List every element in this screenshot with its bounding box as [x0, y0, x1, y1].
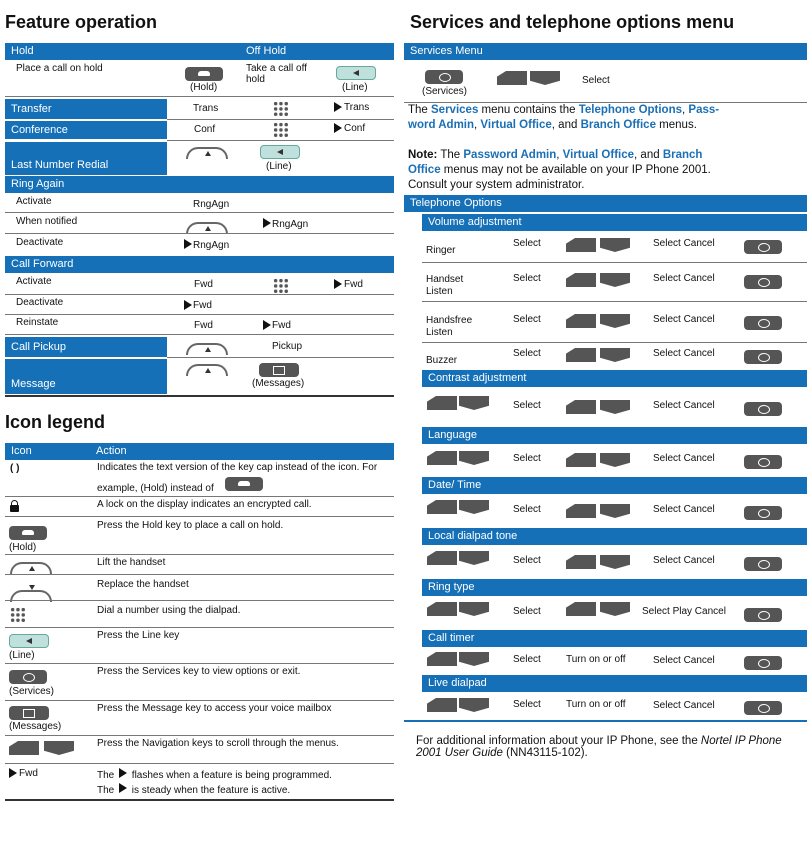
select-text: Select: [513, 453, 541, 464]
branch-office-link[interactable]: Branch Office: [580, 119, 656, 131]
nav-right-key-icon: [459, 396, 489, 410]
nav-right-key-icon: [459, 602, 489, 616]
legend-row2: A lock on the display indicates an encrypted call.: [97, 499, 312, 510]
buzzer-text: Buzzer: [426, 355, 458, 366]
legend-row1-line2: example, (Hold) instead of: [97, 483, 214, 494]
messages-label: (Messages): [9, 721, 62, 732]
icon-legend-title: Icon legend: [5, 412, 106, 432]
services-menu-bar: Services Menu: [404, 43, 807, 60]
nav-right-key-icon: [600, 400, 630, 414]
rngagn-flag-text: RngAgn: [272, 219, 309, 230]
handsfree-line2: Listen: [426, 327, 453, 338]
nav-left-key-icon: [497, 71, 527, 85]
services-key-icon: [744, 350, 782, 364]
feature-operation-title: Feature operation: [5, 12, 158, 32]
action-col-header: Action: [96, 445, 127, 457]
r11b-post: is steady when the feature is active.: [131, 785, 291, 796]
handset-listen-line2: Listen: [426, 286, 453, 297]
p-text: For additional information about your IP Phone, see the: [416, 735, 701, 747]
dialpad-icon: [273, 278, 289, 294]
trans-flag-text: Trans: [344, 102, 370, 113]
password-admin-link[interactable]: word Admin: [408, 119, 475, 131]
divider: [5, 233, 394, 234]
conf-text: Conf: [194, 124, 216, 135]
nav-right-key-icon: [600, 555, 630, 569]
p-text: , and: [551, 119, 581, 131]
select-cancel-text: Select Cancel: [653, 314, 715, 325]
when-notified-text: When notified: [16, 216, 78, 227]
note-paragraph: [408, 148, 748, 193]
divider: [5, 627, 394, 628]
nav-left-key-icon: [566, 555, 596, 569]
fwd-flag-text: Fwd: [272, 320, 291, 331]
divider: [5, 554, 394, 555]
services-key-icon: [744, 608, 782, 622]
flag-icon: [263, 320, 271, 330]
live-dialpad-bar: Live dialpad: [422, 675, 807, 692]
select-cancel-text: Select Cancel: [653, 238, 715, 249]
telephone-options-bar: Telephone Options: [404, 195, 807, 212]
services-key-icon: [744, 506, 782, 520]
nav-left-key-icon: [427, 602, 457, 616]
handset-lift-icon: [186, 364, 228, 376]
divider: [5, 212, 394, 213]
volume-adjustment-bar: Volume adjustment: [422, 214, 807, 231]
nav-right-key-icon: [459, 698, 489, 712]
services-label: (Services): [422, 86, 468, 97]
hold-label: (Hold): [190, 82, 218, 93]
divider: [5, 600, 394, 601]
nav-left-key-icon: [427, 652, 457, 666]
turn-on-off-text: Turn on or off: [566, 699, 626, 710]
message-key-icon: [259, 363, 299, 377]
last-number-redial-bar: Last Number Redial: [5, 142, 167, 175]
select-cancel-text: Select Cancel: [653, 700, 715, 711]
hold-header-bar: [5, 43, 394, 60]
select-cancel-text: Select Cancel: [653, 555, 715, 566]
divider: [5, 496, 394, 497]
handset-lift-icon: [186, 147, 228, 159]
select-text: Select: [513, 699, 541, 710]
nav-left-key-icon: [427, 500, 457, 514]
flag-icon: [263, 218, 271, 228]
nav-right-key-icon: [600, 273, 630, 287]
message-bar: Message: [5, 359, 167, 394]
select-text: Select: [513, 606, 541, 617]
services-title: Services and telephone options menu: [410, 12, 735, 32]
handset-lift-icon: [186, 343, 228, 355]
activate-text: Activate: [16, 196, 52, 207]
nav-right-key-icon: [459, 652, 489, 666]
select-text: Select: [513, 238, 541, 249]
divider: [5, 334, 394, 335]
p-text: The: [437, 149, 464, 161]
line-label: (Line): [9, 650, 35, 661]
contrast-adjustment-bar: Contrast adjustment: [422, 370, 807, 387]
services-label: (Services): [9, 686, 55, 697]
nav-left-key-icon: [566, 453, 596, 467]
call-pickup-bar: Call Pickup: [5, 337, 167, 357]
legend-row4: Lift the handset: [97, 557, 166, 568]
services-key-icon: [425, 70, 463, 84]
p-text: ,: [682, 104, 689, 116]
deactivate-text: Deactivate: [16, 297, 64, 308]
hold-label: (Hold): [9, 542, 37, 553]
user-guide-title: Nortel IP Phone: [700, 735, 782, 747]
handset-listen-line1: Handset: [426, 274, 464, 285]
services-paragraph: [408, 103, 748, 133]
services-key-icon: [744, 240, 782, 254]
nav-left-key-icon: [427, 698, 457, 712]
divider: [5, 294, 394, 295]
divider: [404, 720, 807, 722]
p-text: menus.: [655, 119, 697, 131]
ringer-text: Ringer: [426, 245, 456, 256]
nav-right-key-icon: [530, 71, 560, 85]
line-label: (Line): [342, 82, 368, 93]
nav-left-key-icon: [566, 314, 596, 328]
virtual-office-link[interactable]: Virtual Office: [480, 119, 552, 131]
nav-left-key-icon: [427, 451, 457, 465]
select-cancel-text: Select Cancel: [653, 655, 715, 666]
divider: [422, 301, 807, 302]
select-text: Select: [513, 314, 541, 325]
line-key-icon: [336, 66, 376, 80]
services-key-icon: [744, 316, 782, 330]
nav-left-key-icon: [9, 741, 39, 755]
user-guide-title: 2001 User Guide: [416, 747, 503, 759]
divider: [167, 357, 394, 358]
p-text: Consult your system administrator.: [408, 179, 585, 191]
p-text: (NN43115-102).: [502, 747, 588, 759]
note-label: Note:: [408, 149, 438, 161]
footer-note: [416, 735, 806, 759]
divider: [5, 516, 394, 517]
flag-icon: [334, 102, 342, 112]
divider: [422, 342, 807, 343]
take-call-off-hold: Take a call off hold: [246, 63, 307, 85]
nav-left-key-icon: [427, 551, 457, 565]
legend-row7: Press the Line key: [97, 630, 180, 641]
nav-right-key-icon: [600, 314, 630, 328]
password-admin-link[interactable]: Pass-: [688, 104, 720, 116]
legend-row11-line1: [97, 768, 332, 781]
legend-row6: Dial a number using the dialpad.: [97, 605, 241, 616]
flag-icon: [119, 768, 127, 778]
reinstate-text: Reinstate: [16, 317, 59, 328]
rngagn-flag-text: RngAgn: [193, 240, 230, 251]
divider: [5, 735, 394, 736]
nav-right-key-icon: [459, 500, 489, 514]
divider: [5, 96, 394, 97]
select-text: Select: [582, 75, 610, 86]
services-key-icon: [9, 670, 47, 684]
conference-bar: Conference: [5, 121, 167, 139]
services-key-icon: [744, 455, 782, 469]
legend-row8: Press the Services key to view options or exit.: [97, 666, 301, 677]
divider: [167, 140, 394, 141]
transfer-bar: Transfer: [5, 99, 167, 119]
divider: [167, 119, 394, 120]
fwd-text: Fwd: [19, 768, 38, 779]
select-cancel-text: Select Cancel: [653, 400, 715, 411]
handsfree-line1: Handsfree: [426, 315, 473, 326]
services-key-icon: [744, 557, 782, 571]
turn-on-off-text: Turn on or off: [566, 654, 626, 665]
p-text: ,: [556, 149, 563, 161]
conf-flag-text: Conf: [344, 123, 366, 134]
legend-header-bar: [5, 443, 394, 460]
branch-office-link[interactable]: Office: [408, 164, 441, 176]
date-time-bar: Date/ Time: [422, 477, 807, 494]
select-text: Select: [513, 348, 541, 359]
fwd-text: Fwd: [194, 320, 213, 331]
nav-left-key-icon: [566, 602, 596, 616]
dialpad-icon: [273, 122, 289, 138]
select-text: Select: [513, 400, 541, 411]
nav-right-key-icon: [600, 602, 630, 616]
dialpad-icon: [10, 607, 26, 623]
line-key-icon: [9, 634, 49, 648]
line-label: (Line): [266, 161, 292, 172]
r11a-pre: The: [97, 770, 115, 781]
flag-icon: [9, 768, 17, 778]
services-key-icon: [744, 656, 782, 670]
off-hold-header: Off Hold: [246, 45, 287, 57]
select-text: Select: [513, 504, 541, 515]
select-cancel-text: Select Cancel: [653, 453, 715, 464]
dialpad-icon: [273, 101, 289, 117]
virtual-office-link[interactable]: Virtual Office: [562, 149, 635, 161]
divider: [5, 395, 394, 397]
r11b-pre: The: [97, 785, 115, 796]
place-call-on-hold: Place a call on hold: [16, 63, 103, 74]
services-key-icon: [744, 402, 782, 416]
branch-office-link[interactable]: Branch: [662, 149, 703, 161]
nav-right-key-icon: [600, 238, 630, 252]
flag-icon: [184, 239, 192, 249]
fwd-flag-text: Fwd: [344, 279, 363, 290]
flag-icon: [334, 123, 342, 133]
language-bar: Language: [422, 427, 807, 444]
nav-left-key-icon: [566, 348, 596, 362]
r11a-post: flashes when a feature is being programmed.: [131, 770, 332, 781]
trans-text: Trans: [193, 103, 219, 114]
hold-key-icon: [225, 477, 263, 491]
p-text: menus may not be available on your IP Phone 2001.: [440, 164, 711, 176]
nav-right-key-icon: [600, 504, 630, 518]
password-admin-link[interactable]: Password Admin: [463, 149, 557, 161]
select-play-cancel-text: Select Play Cancel: [642, 606, 726, 617]
flag-icon: [334, 279, 342, 289]
select-cancel-text: Select Cancel: [653, 273, 715, 284]
paren-text: ( ): [10, 463, 20, 474]
nav-left-key-icon: [566, 504, 596, 518]
p-text: menu contains the: [478, 104, 579, 116]
nav-right-key-icon: [600, 348, 630, 362]
message-key-icon: [9, 706, 49, 720]
select-cancel-text: Select Cancel: [653, 348, 715, 359]
ring-type-bar: Ring type: [422, 579, 807, 596]
deactivate-text: Deactivate: [16, 237, 64, 248]
divider: [5, 314, 394, 315]
telephone-options-link[interactable]: Telephone Options: [578, 104, 683, 116]
divider: [5, 763, 394, 764]
nav-left-key-icon: [566, 273, 596, 287]
select-text: Select: [513, 654, 541, 665]
messages-label: (Messages): [252, 378, 305, 389]
call-timer-bar: Call timer: [422, 630, 807, 647]
flag-icon: [119, 783, 127, 793]
legend-row3: Press the Hold key to place a call on hold.: [97, 520, 284, 531]
nav-right-key-icon: [459, 551, 489, 565]
select-text: Select: [513, 273, 541, 284]
divider: [5, 574, 394, 575]
ring-again-bar: Ring Again: [5, 176, 394, 193]
nav-right-key-icon: [44, 741, 74, 755]
legend-row5: Replace the handset: [97, 579, 189, 590]
p-text: The: [408, 104, 432, 116]
pickup-text: Pickup: [272, 341, 303, 352]
select-cancel-text: Select Cancel: [653, 504, 715, 515]
nav-left-key-icon: [566, 400, 596, 414]
hold-key-icon: [185, 67, 223, 81]
fwd-flag-text: Fwd: [193, 300, 212, 311]
lock-icon: [10, 505, 19, 512]
rngagn-text: RngAgn: [193, 199, 230, 210]
call-forward-bar: Call Forward: [5, 256, 394, 273]
flag-icon: [184, 300, 192, 310]
p-text: , and: [634, 149, 663, 161]
legend-row10: Press the Navigation keys to scroll through the menus.: [97, 738, 339, 749]
p-text: ,: [474, 119, 481, 131]
fwd-text: Fwd: [194, 279, 213, 290]
divider: [5, 663, 394, 664]
nav-right-key-icon: [600, 453, 630, 467]
legend-row11-line2: [97, 783, 290, 796]
local-dialpad-tone-bar: Local dialpad tone: [422, 528, 807, 545]
nav-right-key-icon: [459, 451, 489, 465]
services-key-icon: [744, 701, 782, 715]
hold-header: Hold: [11, 45, 34, 57]
divider: [5, 700, 394, 701]
divider: [5, 799, 394, 801]
services-key-icon: [744, 275, 782, 289]
line-key-icon: [260, 145, 300, 159]
select-text: Select: [513, 555, 541, 566]
services-link[interactable]: Services: [431, 104, 479, 116]
nav-left-key-icon: [427, 396, 457, 410]
legend-row9: Press the Message key to access your voice mailbox: [97, 703, 332, 714]
hold-key-icon: [9, 526, 47, 540]
handset-lift-icon: [10, 562, 52, 574]
icon-col-header: Icon: [11, 445, 32, 457]
activate-text: Activate: [16, 276, 52, 287]
nav-left-key-icon: [566, 238, 596, 252]
divider: [422, 262, 807, 263]
legend-row1-line1: Indicates the text version of the key cap instead of the icon. For: [97, 462, 378, 473]
